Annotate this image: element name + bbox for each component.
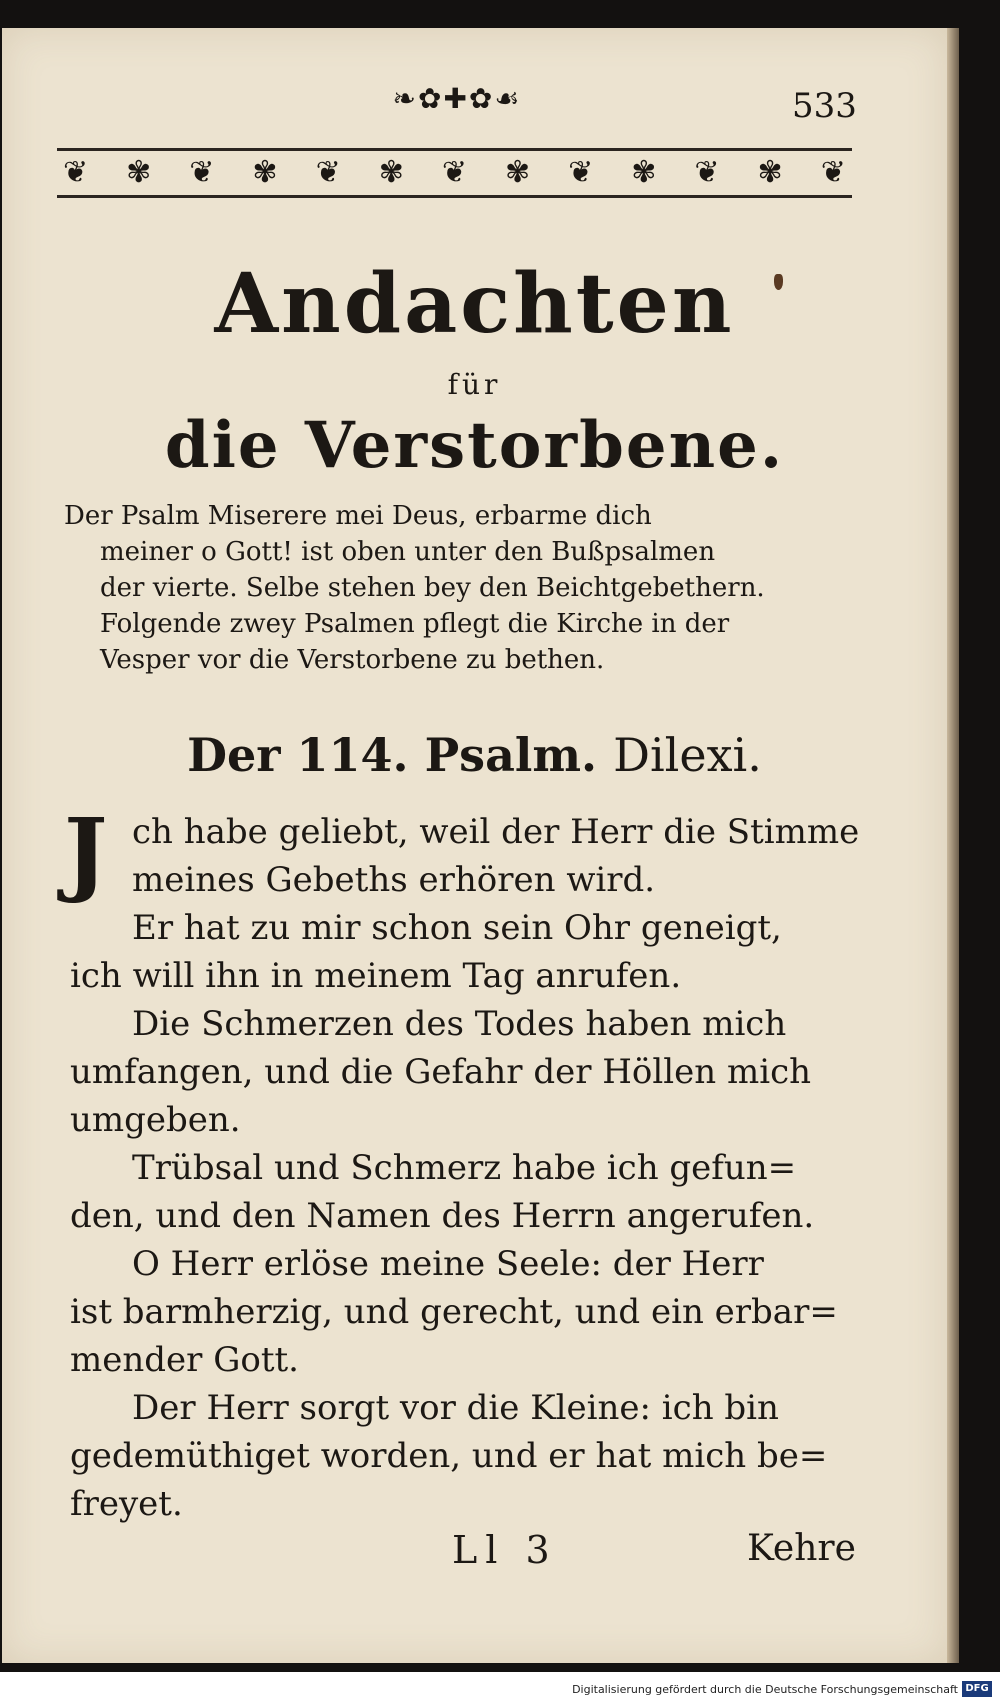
psalm-text [70,808,860,1528]
psalm-heading-title: Der 114. Psalm. [187,728,598,782]
text-line: umgeben. [70,1100,241,1140]
border-ornament: ❦ [568,155,594,190]
intro-paragraph [64,498,854,678]
text-line: Der Herr sorgt vor die Kleine: ich bin [132,1388,779,1428]
text-line: umfangen, und die Gefahr der Höllen mich [70,1052,812,1092]
page-title: Andachten [214,256,735,352]
text-line: O Herr erlöse meine Seele: der Herr [132,1244,764,1284]
funding-credit: Digitalisierung gefördert durch die Deutsche Forschungsgemeinschaft [572,1683,958,1696]
text-line: Trübsal und Schmerz habe ich gefun= [132,1148,797,1188]
page-edge [947,28,959,1663]
ornamental-border [57,148,852,198]
title-connector: für [447,368,502,401]
intro-line: Vesper vor die Verstorbene zu bethen. [100,645,605,675]
border-ornament: ❦ [315,155,341,190]
page-number: 533 [792,86,857,126]
text-line: freyet. [70,1484,183,1524]
border-ornament: ✾ [378,155,404,190]
intro-line: Der Psalm Miserere mei Deus, erbarme dich [64,501,652,531]
border-ornament: ✾ [504,155,531,190]
drop-cap: J [64,798,108,906]
text-line: ist barmherzig, und gerecht, und ein erbar= [70,1292,838,1332]
text-line: Er hat zu mir schon sein Ohr geneigt, [132,908,782,948]
text-line: ich will ihn in meinem Tag anrufen. [70,956,682,996]
border-ornament: ✾ [252,155,278,190]
psalm-heading [2,728,947,782]
book-page [2,28,947,1663]
text-line: Die Schmerzen des Todes haben mich [132,1004,787,1044]
border-ornament: ❦ [189,155,215,190]
catchword: Kehre [747,1528,856,1569]
dfg-logo: DFG [962,1681,992,1697]
border-ornament: ❦ [63,155,89,190]
border-ornament: ✾ [631,155,657,190]
text-line: mender Gott. [70,1340,299,1380]
text-line: ch habe geliebt, weil der Herr die Stimme [132,812,860,852]
text-line: meines Gebeths erhören wird. [132,860,656,900]
border-ornament: ✾ [757,155,783,190]
border-ornament: ❦ [820,155,846,190]
text-line: den, und den Namen des Herrn angerufen. [70,1196,815,1236]
border-ornament: ❦ [694,155,720,190]
border-ornament: ❦ [441,155,467,190]
psalm-heading-latin: Dilexi. [613,728,762,782]
signature-mark: Ll 3 [452,1528,558,1572]
intro-line: meiner o Gott! ist oben unter den Bußpsalmen [100,537,716,567]
text-line: gedemüthiget worden, und er hat mich be= [70,1436,828,1476]
intro-line: der vierte. Selbe stehen bey den Beichtgebethern. [100,573,765,603]
intro-line: Folgende zwey Psalmen pflegt die Kirche in der [100,609,730,639]
page-subtitle: die Verstorbene. [164,408,785,483]
border-ornament: ✾ [126,155,152,190]
top-ornament: ❧✿✚✿☙ [392,81,522,115]
